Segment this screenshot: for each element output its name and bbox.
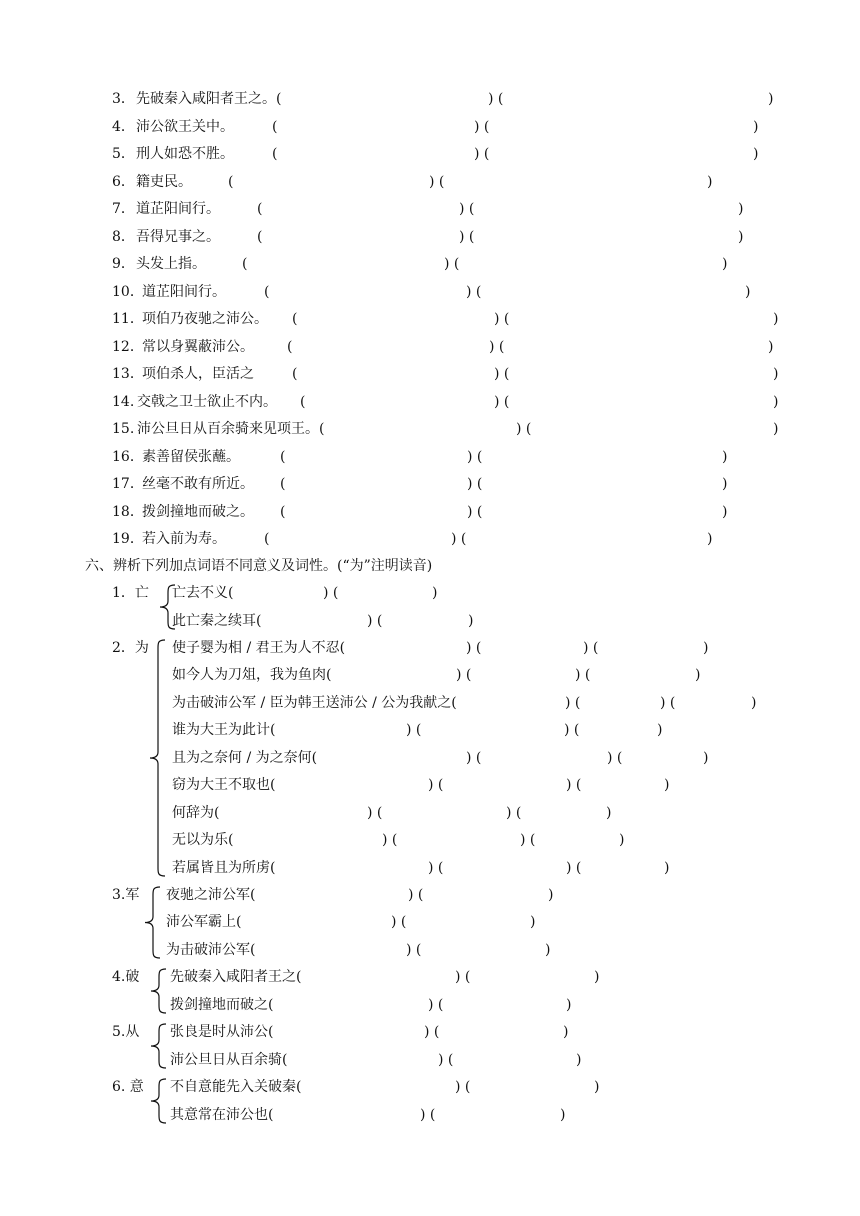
answer-blank-open[interactable]: ( <box>292 311 298 327</box>
answer-blank-close[interactable]: ) <box>576 1052 582 1068</box>
answer-blank-separator[interactable]: ) ( <box>466 750 482 766</box>
answer-blank-open[interactable]: ( <box>272 146 278 162</box>
group-sentence: 沛公军霸上( <box>166 914 242 930</box>
answer-blank-separator[interactable]: ) ( <box>488 91 504 107</box>
answer-blank-separator[interactable]: ) ( <box>406 942 422 958</box>
answer-blank-open[interactable]: ( <box>257 229 263 245</box>
answer-blank-close[interactable]: ) <box>753 119 759 135</box>
group-sentence: 其意常在沛公也( <box>170 1107 274 1123</box>
group-label: 2．为 <box>112 640 149 656</box>
answer-blank-separator[interactable]: ) ( <box>566 777 582 793</box>
item-number: 11． <box>112 311 144 327</box>
answer-blank-separator[interactable]: ) ( <box>520 832 536 848</box>
answer-blank-separator[interactable]: ) ( <box>466 284 482 300</box>
item-number: 19． <box>112 531 144 547</box>
answer-blank-close[interactable]: ) <box>722 504 728 520</box>
answer-blank-separator[interactable]: ) ( <box>382 832 398 848</box>
answer-blank-close[interactable]: ) <box>594 969 600 985</box>
answer-blank-close[interactable]: ) <box>722 449 728 465</box>
group-sentence: 此亡秦之续耳( <box>172 613 262 629</box>
answer-blank-separator[interactable]: ) ( <box>575 667 591 683</box>
group-sentence: 无以为乐( <box>172 832 234 848</box>
answer-blank-separator[interactable]: ) ( <box>428 997 444 1013</box>
item-number: 8． <box>112 229 135 245</box>
item-sentence: 项伯乃夜驰之沛公。 <box>142 311 268 327</box>
item-sentence: 素善留侯张蘸。 <box>142 449 240 465</box>
answer-blank-separator[interactable]: ) ( <box>456 667 472 683</box>
answer-blank-open[interactable]: ( <box>228 174 234 190</box>
answer-blank-close[interactable]: ) <box>664 777 670 793</box>
item-number: 18． <box>112 504 144 520</box>
item-number: 13． <box>112 366 144 382</box>
curly-brace-icon <box>148 1078 170 1124</box>
group-sentence: 为击破沛公军 / 臣为韩王送沛公 / 公为我献之( <box>172 695 457 711</box>
answer-blank-close[interactable]: ) <box>545 942 551 958</box>
answer-blank-close[interactable]: ) <box>563 1024 569 1040</box>
group-sentence: 张良是时从沛公( <box>170 1024 274 1040</box>
group-sentence: 沛公旦日从百余骑( <box>170 1052 288 1068</box>
answer-blank-close[interactable]: ) <box>753 146 759 162</box>
answer-blank-separator[interactable]: ) ( <box>607 750 623 766</box>
item-sentence: 交戟之卫士欲止不内。 <box>137 394 277 410</box>
answer-blank-close[interactable]: ) <box>768 91 774 107</box>
answer-blank-separator[interactable]: ) ( <box>367 805 383 821</box>
answer-blank-close[interactable]: ) <box>548 887 554 903</box>
answer-blank-separator[interactable]: ) ( <box>406 722 422 738</box>
item-number: 14. <box>112 394 135 410</box>
answer-blank-separator[interactable]: ) ( <box>566 860 582 876</box>
group-sentence: 亡去不义( <box>172 585 234 601</box>
answer-blank-separator[interactable]: ) ( <box>438 1052 454 1068</box>
answer-blank-separator[interactable]: ) ( <box>451 531 467 547</box>
item-number: 7． <box>112 201 135 217</box>
answer-blank-separator[interactable]: ) ( <box>323 585 339 601</box>
group-sentence: 为击破沛公军( <box>166 942 256 958</box>
answer-blank-separator[interactable]: ) ( <box>408 887 424 903</box>
group-label: 4.破 <box>112 969 140 985</box>
answer-blank-close[interactable]: ) <box>594 1079 600 1095</box>
group-label: 5.从 <box>112 1024 140 1040</box>
answer-blank-open[interactable]: ( <box>264 531 270 547</box>
answer-blank-separator[interactable]: ) ( <box>428 777 444 793</box>
group-sentence: 先破秦入咸阳者王之( <box>170 969 302 985</box>
answer-blank-separator[interactable]: ) ( <box>494 311 510 327</box>
group-label: 3.军 <box>112 887 140 903</box>
answer-blank-separator[interactable]: ) ( <box>459 201 475 217</box>
item-sentence: 籍吏民。 <box>136 174 192 190</box>
curly-brace-icon <box>147 639 169 877</box>
answer-blank-close[interactable]: ) <box>703 640 709 656</box>
answer-blank-open[interactable]: ( <box>280 504 286 520</box>
answer-blank-close[interactable]: ) <box>745 284 751 300</box>
answer-blank-close[interactable]: ) <box>703 750 709 766</box>
answer-blank-close[interactable]: ) <box>738 229 744 245</box>
answer-blank-close[interactable]: ) <box>432 585 438 601</box>
group-sentence: 拨剑撞地而破之( <box>170 997 274 1013</box>
item-sentence: 拨剑撞地而破之。 <box>142 504 254 520</box>
item-sentence: 丝毫不敢有所近。 <box>142 476 254 492</box>
item-number: 12． <box>112 339 144 355</box>
answer-blank-open[interactable]: ( <box>242 256 248 272</box>
curly-brace-icon <box>148 968 170 1014</box>
item-number: 10． <box>112 284 144 300</box>
group-sentence: 如今人为刀俎，我为鱼肉( <box>172 667 332 683</box>
answer-blank-close[interactable]: ) <box>664 860 670 876</box>
answer-blank-open[interactable]: ( <box>287 339 293 355</box>
answer-blank-close[interactable]: ) <box>738 201 744 217</box>
answer-blank-open[interactable]: ( <box>272 119 278 135</box>
group-sentence: 不自意能先入关破秦( <box>170 1079 302 1095</box>
answer-blank-close[interactable]: ) <box>619 832 625 848</box>
answer-blank-separator[interactable]: ) ( <box>466 640 482 656</box>
answer-blank-close[interactable]: ) <box>773 311 779 327</box>
item-sentence: 先破秦入咸阳者王之。( <box>136 91 282 107</box>
item-sentence: 沛公欲王关中。 <box>136 119 234 135</box>
group-sentence: 使子婴为相 / 君王为人不忍( <box>172 640 346 656</box>
answer-blank-separator[interactable]: ) ( <box>506 805 522 821</box>
answer-blank-close[interactable]: ) <box>722 256 728 272</box>
answer-blank-separator[interactable]: ) ( <box>660 695 676 711</box>
item-number: 3． <box>112 91 135 107</box>
section-heading: 六、辨析下列加点词语不同意义及词性。(“为”注明读音) <box>85 558 433 574</box>
item-sentence: 项伯杀人，臣活之 <box>142 366 254 382</box>
item-sentence: 头发上指。 <box>136 256 206 272</box>
group-sentence: 窃为大王不取也( <box>172 777 276 793</box>
item-number: 6． <box>112 174 135 190</box>
answer-blank-separator[interactable]: ) ( <box>424 1024 440 1040</box>
answer-blank-separator[interactable]: ) ( <box>420 1107 436 1123</box>
curly-brace-icon <box>142 886 164 959</box>
answer-blank-separator[interactable]: ) ( <box>489 339 505 355</box>
group-sentence: 谁为大王为此计( <box>172 722 276 738</box>
answer-blank-close[interactable]: ) <box>606 805 612 821</box>
answer-blank-separator[interactable]: ) ( <box>391 914 407 930</box>
answer-blank-separator[interactable]: ) ( <box>467 449 483 465</box>
item-number: 17． <box>112 476 144 492</box>
answer-blank-close[interactable]: ) <box>566 997 572 1013</box>
answer-blank-open[interactable]: ( <box>264 284 270 300</box>
item-number: 15. <box>112 421 135 437</box>
answer-blank-close[interactable]: ) <box>773 394 779 410</box>
item-number: 4． <box>112 119 135 135</box>
answer-blank-separator[interactable]: ) ( <box>429 174 445 190</box>
group-label: 6. 意 <box>112 1079 144 1095</box>
answer-blank-separator[interactable]: ) ( <box>455 1079 471 1095</box>
answer-blank-separator[interactable]: ) ( <box>474 119 490 135</box>
answer-blank-separator[interactable]: ) ( <box>444 256 460 272</box>
answer-blank-close[interactable]: ) <box>530 914 536 930</box>
curly-brace-icon <box>148 1023 170 1069</box>
answer-blank-open[interactable]: ( <box>292 366 298 382</box>
answer-blank-close[interactable]: ) <box>707 531 713 547</box>
item-sentence: 常以身翼蔽沛公。 <box>142 339 254 355</box>
answer-blank-open[interactable]: ( <box>280 449 286 465</box>
answer-blank-separator[interactable]: ) ( <box>565 695 581 711</box>
answer-blank-separator[interactable]: ) ( <box>564 722 580 738</box>
item-sentence: 道芷阳间行。 <box>136 201 220 217</box>
answer-blank-separator[interactable]: ) ( <box>428 860 444 876</box>
item-number: 9． <box>112 256 135 272</box>
item-sentence: 若入前为寿。 <box>142 531 226 547</box>
item-number: 5． <box>112 146 135 162</box>
item-number: 16． <box>112 449 144 465</box>
answer-blank-close[interactable]: ) <box>722 476 728 492</box>
answer-blank-separator[interactable]: ) ( <box>459 229 475 245</box>
answer-blank-separator[interactable]: ) ( <box>474 146 490 162</box>
answer-blank-close[interactable]: ) <box>773 421 779 437</box>
group-sentence: 若属皆且为所虏( <box>172 860 276 876</box>
answer-blank-close[interactable]: ) <box>773 366 779 382</box>
answer-blank-separator[interactable]: ) ( <box>583 640 599 656</box>
answer-blank-separator[interactable]: ) ( <box>516 421 532 437</box>
group-label: 1．亡 <box>112 585 149 601</box>
answer-blank-open[interactable]: ( <box>257 201 263 217</box>
item-sentence: 道芷阳间行。 <box>142 284 226 300</box>
answer-blank-close[interactable]: ) <box>560 1107 566 1123</box>
answer-blank-close[interactable]: ) <box>468 613 474 629</box>
answer-blank-separator[interactable]: ) ( <box>494 366 510 382</box>
answer-blank-separator[interactable]: ) ( <box>467 504 483 520</box>
group-sentence: 且为之奈何 / 为之奈何( <box>172 750 318 766</box>
answer-blank-close[interactable]: ) <box>657 722 663 738</box>
item-sentence: 刑人如恐不胜。 <box>136 146 234 162</box>
group-sentence: 夜驰之沛公军( <box>166 887 256 903</box>
group-sentence: 何辞为( <box>172 805 220 821</box>
answer-blank-close[interactable]: ) <box>768 339 774 355</box>
answer-blank-separator[interactable]: ) ( <box>467 476 483 492</box>
answer-blank-separator[interactable]: ) ( <box>455 969 471 985</box>
item-sentence: 沛公旦日从百余骑来见项王。( <box>137 421 325 437</box>
item-sentence: 吾得兄事之。 <box>136 229 220 245</box>
answer-blank-open[interactable]: ( <box>280 476 286 492</box>
answer-blank-close[interactable]: ) <box>707 174 713 190</box>
answer-blank-separator[interactable]: ) ( <box>494 394 510 410</box>
answer-blank-open[interactable]: ( <box>300 394 306 410</box>
answer-blank-close[interactable]: ) <box>695 667 701 683</box>
answer-blank-close[interactable]: ) <box>751 695 757 711</box>
answer-blank-separator[interactable]: ) ( <box>367 613 383 629</box>
